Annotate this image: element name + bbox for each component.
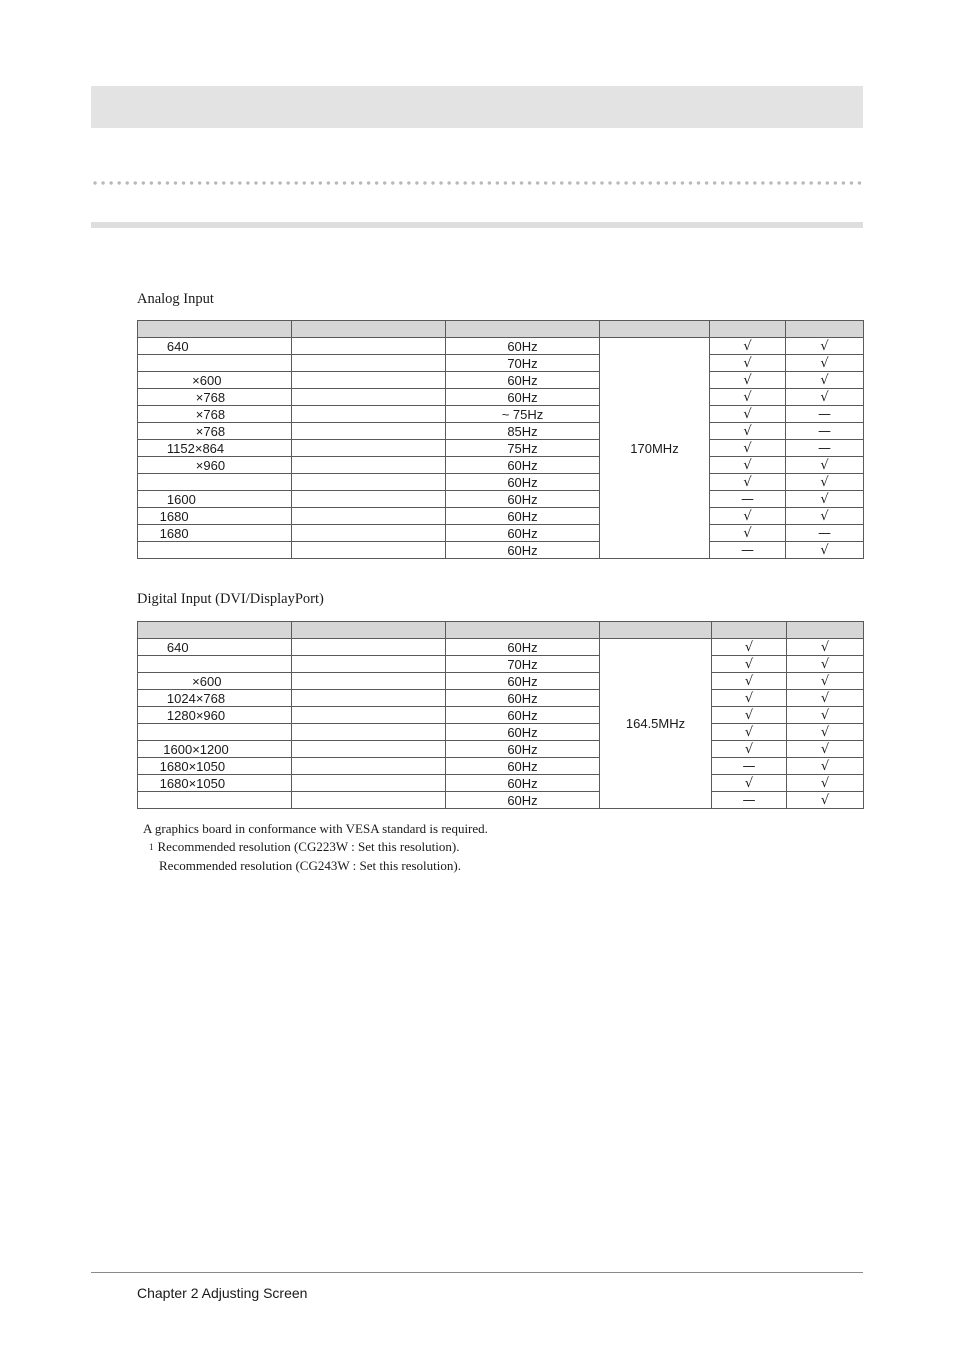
resolution-cell [138,792,292,809]
model-1-support-cell: — [712,792,787,809]
model-1-support-cell: √ [712,775,787,792]
frequency-cell: 60Hz [446,792,600,809]
table-row [138,355,864,372]
table-row [138,741,864,758]
table-row [138,440,864,457]
frequency-cell: 60Hz [446,690,600,707]
frequency-cell: 70Hz [446,355,600,372]
model-2-support-cell: √ [787,724,864,741]
table-row [138,372,864,389]
signal-cell [292,372,446,389]
model-1-support-cell: √ [712,741,787,758]
header-resolution [138,321,292,338]
frequency-cell: 60Hz [446,474,600,491]
frequency-cell: 70Hz [446,656,600,673]
table-row [138,542,864,559]
model-1-support-cell: √ [712,707,787,724]
frequency-cell: 60Hz [446,758,600,775]
table-row [138,338,864,355]
model-2-support-cell: √ [786,508,864,525]
table-row [138,406,864,423]
header-dot-clock [600,321,710,338]
model-2-support-cell: √ [786,389,864,406]
resolution-cell: 640 [138,639,292,656]
signal-cell [292,775,446,792]
resolution-cell: ×768 [138,389,292,406]
signal-cell [292,673,446,690]
model-2-support-cell: √ [787,792,864,809]
model-1-support-cell: √ [710,440,786,457]
resolution-cell [138,542,292,559]
frequency-cell: 60Hz [446,338,600,355]
model-2-support-cell: — [786,525,864,542]
model-1-support-cell: √ [710,338,786,355]
resolution-cell: 1680×1050 [138,758,292,775]
table-row [138,389,864,406]
table-row [138,508,864,525]
model-1-support-cell: √ [710,457,786,474]
model-1-support-cell: √ [710,406,786,423]
model-2-support-cell: √ [787,656,864,673]
resolution-cell: ×960 [138,457,292,474]
digital-resolution-table [137,621,864,809]
table-row [138,758,864,775]
signal-cell [292,389,446,406]
header-model-2 [787,622,864,639]
resolution-cell: ×600 [138,673,292,690]
signal-cell [292,338,446,355]
resolution-cell: ×768 [138,423,292,440]
header-dot-clock [600,622,712,639]
frequency-cell: 60Hz [446,724,600,741]
signal-cell [292,423,446,440]
model-2-support-cell: √ [787,775,864,792]
header-compatible-signals [292,622,446,639]
signal-cell [292,355,446,372]
header-resolution [138,622,292,639]
model-2-support-cell: √ [786,542,864,559]
model-2-support-cell: — [786,440,864,457]
table-row [138,656,864,673]
signal-cell [292,758,446,775]
model-2-support-cell: √ [787,673,864,690]
model-1-support-cell: √ [710,423,786,440]
model-2-support-cell: √ [787,707,864,724]
table-row [138,792,864,809]
model-1-support-cell: √ [710,389,786,406]
model-1-support-cell: √ [712,724,787,741]
signal-cell [292,406,446,423]
header-model-2 [786,321,864,338]
resolution-cell: ×600 [138,372,292,389]
frequency-cell: 60Hz [446,673,600,690]
header-model-1 [710,321,786,338]
resolution-cell [138,724,292,741]
signal-cell [292,707,446,724]
header-model-1 [712,622,787,639]
signal-cell [292,741,446,758]
resolution-cell: 1024×768 [138,690,292,707]
analog-resolution-table [137,320,864,559]
frequency-cell: 75Hz [446,440,600,457]
header-vertical-frequency [446,622,600,639]
frequency-cell: 60Hz [446,639,600,656]
frequency-cell: 60Hz [446,707,600,724]
resolution-cell: 640 [138,338,292,355]
resolution-cell [138,355,292,372]
table-row [138,457,864,474]
frequency-cell: 60Hz [446,491,600,508]
frequency-cell: 60Hz [446,508,600,525]
signal-cell [292,639,446,656]
resolution-cell: 1600 [138,491,292,508]
dotted-divider [91,180,863,186]
model-2-support-cell: √ [786,457,864,474]
model-2-support-cell: √ [787,639,864,656]
footnote-cg243w: Recommended resolution (CG243W : Set this resolution). [159,858,461,873]
frequency-cell: 60Hz [446,457,600,474]
resolution-cell: 1280×960 [138,707,292,724]
model-1-support-cell: √ [712,639,787,656]
signal-cell [292,474,446,491]
table-header-row [138,622,864,639]
table-row [138,423,864,440]
model-2-support-cell: √ [787,758,864,775]
model-1-support-cell: √ [712,673,787,690]
footer-chapter-label: Chapter 2 Adjusting Screen [137,1285,308,1301]
header-compatible-signals [292,321,446,338]
digital-input-label: Digital Input (DVI/DisplayPort) [137,591,324,607]
table-row [138,724,864,741]
table-row [138,474,864,491]
frequency-cell: 60Hz [446,542,600,559]
signal-cell [292,457,446,474]
model-1-support-cell: √ [710,508,786,525]
resolution-cell: 1152×864 [138,440,292,457]
table-row [138,690,864,707]
model-1-support-cell: √ [710,355,786,372]
signal-cell [292,525,446,542]
frequency-cell: 60Hz [446,372,600,389]
header-vertical-frequency [446,321,600,338]
signal-cell [292,724,446,741]
chapter-title-bar [91,86,863,128]
footnote-vesa: A graphics board in conformance with VESA standard is required. [143,821,488,836]
resolution-cell [138,474,292,491]
model-2-support-cell: √ [786,474,864,491]
signal-cell [292,508,446,525]
model-1-support-cell: √ [712,656,787,673]
frequency-cell: 60Hz [446,741,600,758]
table-row [138,491,864,508]
signal-cell [292,491,446,508]
dot-clock-cell: 170MHz [600,338,710,559]
section-heading-bar [91,222,863,228]
footnote-cg223w: $^1$ Recommended resolution (CG223W : Set this resolution). [149,838,460,854]
model-1-support-cell: √ [712,690,787,707]
model-1-support-cell: √ [710,474,786,491]
signal-cell [292,792,446,809]
table-row [138,525,864,542]
dot-clock-cell: 164.5MHz [600,639,712,809]
signal-cell [292,690,446,707]
model-1-support-cell: √ [710,372,786,389]
model-2-support-cell: √ [786,491,864,508]
model-2-support-cell: √ [787,690,864,707]
model-2-support-cell: √ [786,372,864,389]
model-2-support-cell: √ [787,741,864,758]
signal-cell [292,656,446,673]
frequency-cell: 60Hz [446,775,600,792]
footer-divider [91,1272,863,1273]
table-header-row [138,321,864,338]
model-2-support-cell: — [786,423,864,440]
resolution-cell: 1680 [138,525,292,542]
table-row [138,775,864,792]
footnotes [143,820,488,875]
resolution-cell: ×768 [138,406,292,423]
model-2-support-cell: — [786,406,864,423]
table-row [138,707,864,724]
resolution-cell [138,656,292,673]
model-1-support-cell: — [710,542,786,559]
model-1-support-cell: — [710,491,786,508]
frequency-cell: 60Hz [446,525,600,542]
analog-input-label: Analog Input [137,291,214,307]
signal-cell [292,542,446,559]
frequency-cell: 85Hz [446,423,600,440]
resolution-cell: 1680×1050 [138,775,292,792]
resolution-cell: 1600×1200 [138,741,292,758]
model-2-support-cell: √ [786,355,864,372]
table-row [138,673,864,690]
frequency-cell: 60Hz [446,389,600,406]
signal-cell [292,440,446,457]
frequency-cell: ~ 75Hz [446,406,600,423]
resolution-cell: 1680 [138,508,292,525]
table-row [138,639,864,656]
model-2-support-cell: √ [786,338,864,355]
model-1-support-cell: √ [710,525,786,542]
model-1-support-cell: — [712,758,787,775]
